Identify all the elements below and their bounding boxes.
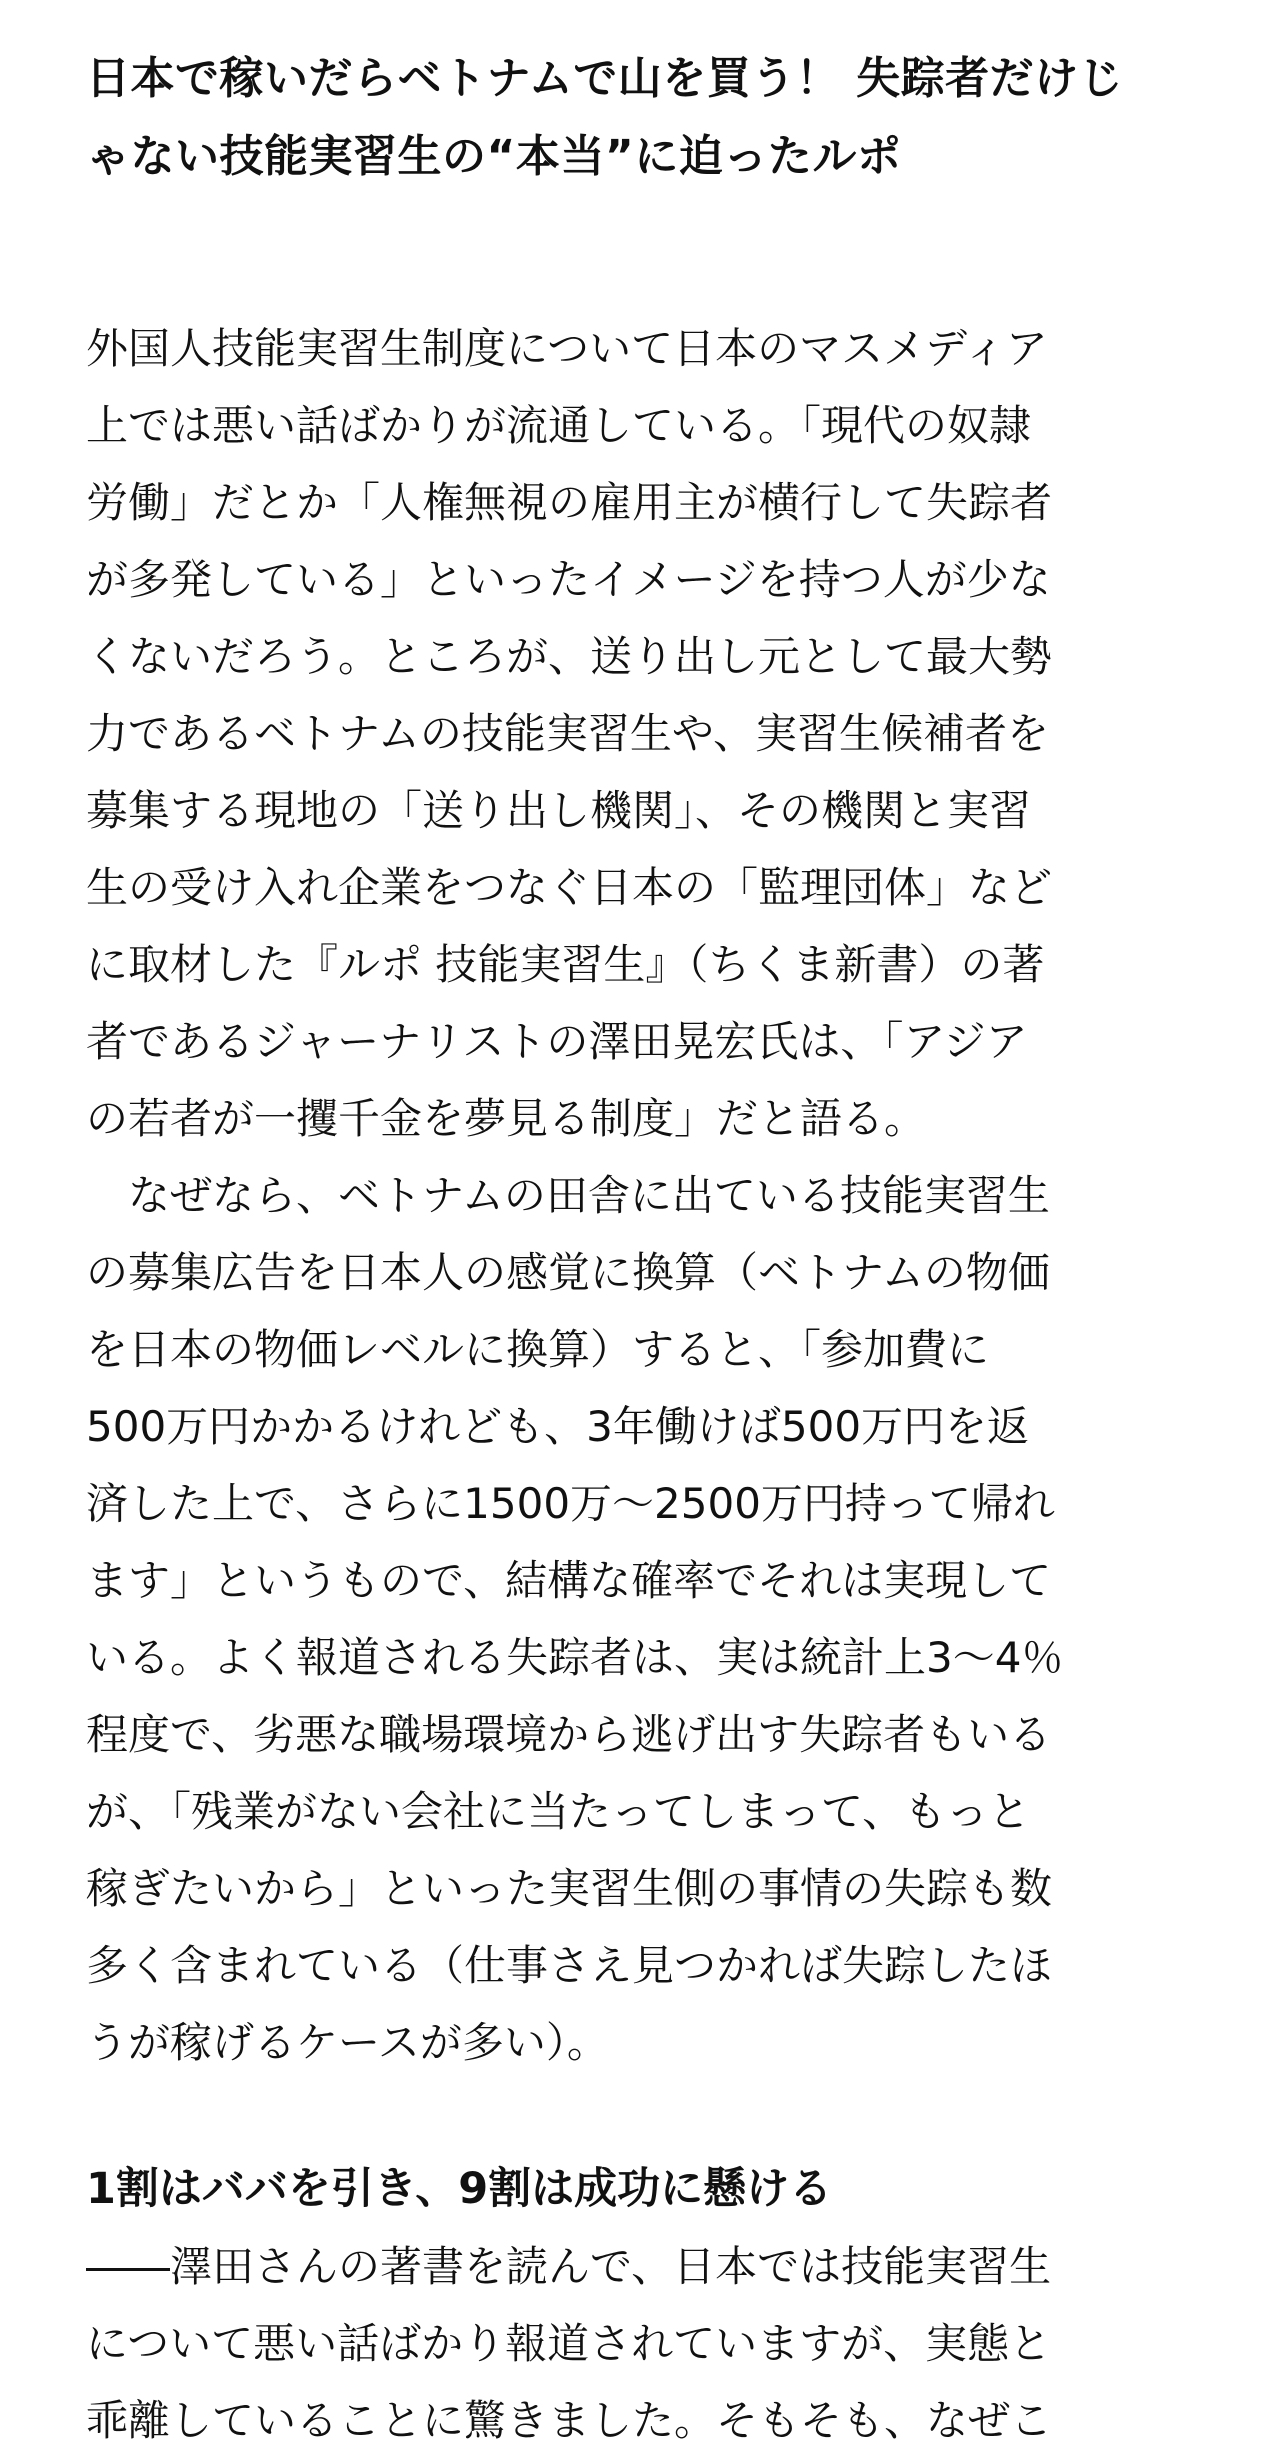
text-line: 外国人技能実習生制度について日本のマスメディア [86,324,1048,373]
text-line: ――澤田さんの著書を読んで、日本では技能実習生 [86,2242,1052,2291]
text-line: について悪い話ばかり報道されていますが、実態と [86,2319,1052,2368]
article-body [86,310,1206,2459]
text-line: の募集広告を日本人の感覚に換算（ベトナムの物価 [86,1248,1050,1297]
text-line: に取材した『ルポ 技能実習生』（ちくま新書）の著 [86,940,1045,989]
text-line: 稼ぎたいから」といった実習生側の事情の失踪も数 [86,1864,1053,1913]
paragraph-interview [86,2228,1206,2459]
paragraph-recruitment [86,1157,1206,2081]
text-line: ます」というもので、結構な確率でそれは実現して [86,1556,1052,1605]
text-line: を日本の物価レベルに換算）すると、「参加費に [86,1325,990,1374]
text-line: 者であるジャーナリストの澤田晃宏氏は、「アジア [86,1017,1028,1066]
text-line: が多発している」といったイメージを持つ人が少な [86,555,1051,604]
text-line: くないだろう。ところが、送り出し元として最大勢 [86,632,1053,681]
paragraph-intro [86,310,1206,1157]
text-line: 生の受け入れ企業をつなぐ日本の「監理団体」など [86,863,1053,912]
text-line: なぜなら、ベトナムの田舎に出ている技能実習生 [86,1171,1050,1220]
title-line: ゃない技能実習生の“本当”に迫ったルポ [86,131,902,182]
text-line: 乖離していることに驚きました。そもそも、なぜこ [86,2396,1053,2445]
text-line: が、「残業がない会社に当たってしまって、もっと [86,1787,1031,1836]
section-heading: 1割はババを引き、9割は成功に懸ける [86,2164,833,2214]
text-line: 募集する現地の「送り出し機関」、その機関と実習 [86,786,1032,835]
text-line: いる。よく報道される失踪者は、実は統計上3〜4％ [86,1633,1064,1682]
text-line: うが稼げるケースが多い）。 [86,2018,609,2067]
text-line: の若者が一攫千金を夢見る制度」だと語る。 [86,1094,927,1143]
text-line: 多く含まれている（仕事さえ見つかれば失踪したほ [86,1941,1053,1990]
text-line: 上では悪い話ばかりが流通している。「現代の奴隷 [86,401,1032,450]
article-title [86,40,1206,196]
text-line: 程度で、劣悪な職場環境から逃げ出す失踪者もいる [86,1710,1052,1759]
text-line: 労働」だとか「人権無視の雇用主が横行して失踪者 [86,478,1053,527]
text-line: 力であるベトナムの技能実習生や、実習生候補者を [86,709,1050,758]
text-line: 済した上で、さらに1500万〜2500万円持って帰れ [86,1479,1055,1528]
article [86,40,1206,2459]
text-line: 500万円かかるけれども、3年働けば500万円を返 [86,1402,1030,1451]
title-line: 日本で稼いだらベトナムで山を買う！ 失踪者だけじ [86,53,1124,104]
